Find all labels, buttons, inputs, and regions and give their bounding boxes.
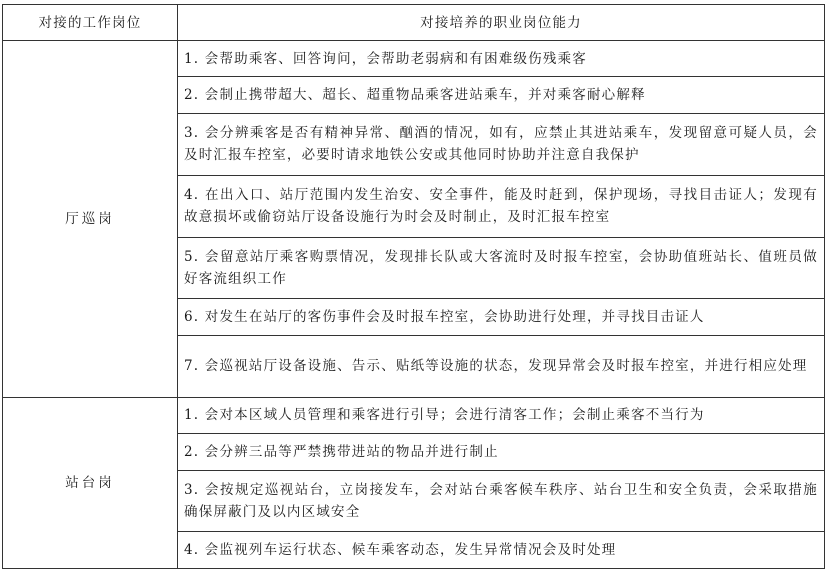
table-row — [3, 41, 825, 77]
header-row — [3, 5, 825, 41]
ability-cell: 2. 会制止携带超大、超长、超重物品乘客进站乘车，并对乘客耐心解释 — [178, 77, 825, 113]
header-role: 对接的工作岗位 — [3, 5, 178, 41]
role-cell-platform: 站台岗 — [3, 397, 178, 568]
ability-cell: 1. 会对本区域人员管理和乘客进行引导；会进行清客工作；会制止乘客不当行为 — [178, 397, 825, 433]
ability-cell: 6. 对发生在站厅的客伤事件会及时报车控室，会协助进行处理，并寻找目击证人 — [178, 299, 825, 335]
job-ability-table — [2, 4, 825, 569]
ability-cell: 5. 会留意站厅乘客购票情况，发现排长队或大客流时及时报车控室，会协助值班站长、值班员做好客流组织工作 — [178, 237, 825, 299]
ability-cell: 3. 会按规定巡视站台，立岗接发车，会对站台乘客候车秩序、站台卫生和安全负责，会采取措施确保屏蔽门及以内区域安全 — [178, 470, 825, 532]
header-ability: 对接培养的职业岗位能力 — [178, 5, 825, 41]
ability-cell: 3. 会分辨乘客是否有精神异常、酗酒的情况，如有，应禁止其进站乘车，发现留意可疑人员，会及时汇报车控室，必要时请求地铁公安或其他同时协助并注意自我保护 — [178, 113, 825, 175]
ability-cell: 7. 会巡视站厅设备设施、告示、贴纸等设施的状态，发现异常会及时报车控室，并进行相应处理 — [178, 335, 825, 397]
table-row — [3, 397, 825, 433]
ability-cell: 4. 会监视列车运行状态、候车乘客动态，发生异常情况会及时处理 — [178, 532, 825, 569]
role-cell-hall-patrol: 厅巡岗 — [3, 41, 178, 398]
ability-cell: 4. 在出入口、站厅范围内发生治安、安全事件，能及时赶到，保护现场，寻找目击证人；发现有故意损坏或偷窃站厅设备设施行为时会及时制止，及时汇报车控室 — [178, 175, 825, 237]
ability-cell: 2. 会分辨三品等严禁携带进站的物品并进行制止 — [178, 434, 825, 470]
ability-cell: 1. 会帮助乘客、回答询问，会帮助老弱病和有困难级伤残乘客 — [178, 41, 825, 77]
